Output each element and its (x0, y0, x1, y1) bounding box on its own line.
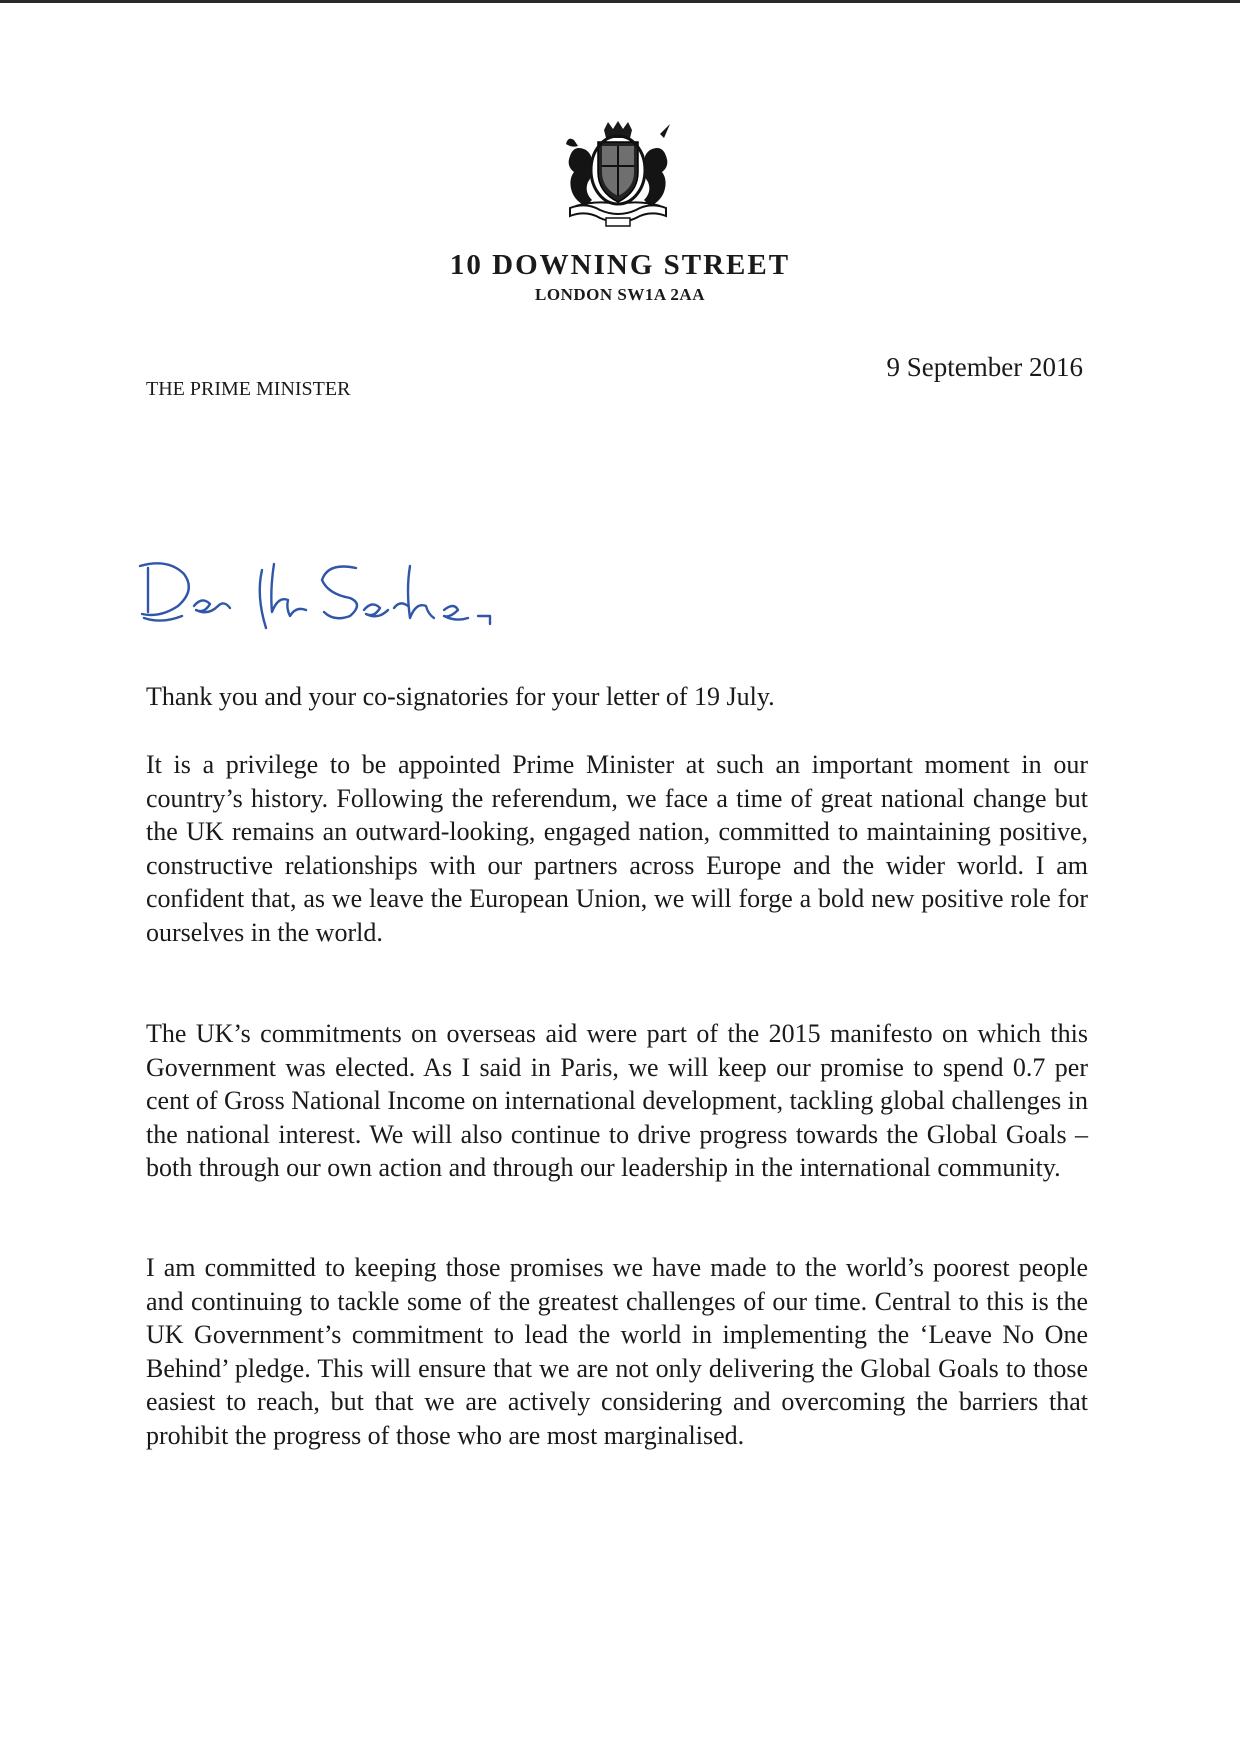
letterhead-city: LONDON SW1A 2AA (535, 285, 705, 304)
royal-coat-of-arms-icon (556, 120, 680, 232)
paragraph-3: The UK’s commitments on overseas aid were part of the 2015 manifesto on which this Government was elected. As I said in Paris, we will keep our promise to spend 0.7 per cent of Gross National Income on international development, tackling global challenges in the national interest. We will also continue to drive progress towards the Global Goals – both through our own action and through our leadership in the international community. (146, 1019, 1088, 1182)
letterhead-street: 10 DOWNING STREET (449, 249, 791, 281)
sender-office: THE PRIME MINISTER (146, 378, 351, 400)
paragraph-4: I am committed to keeping those promises we have made to the world’s poorest people and continuing to tackle some of the greatest challenges of our time. Central to this is the UK Government’s commitment to lead the world in implementing the ‘Leave No One Behind’ pledge. This will ensure that we are not only delivering the Global Goals to those easiest to reach, but that we are actively considering and overcoming the barriers that prohibit the progress of those who are most marginalised. (146, 1253, 1088, 1450)
handwritten-salutation (138, 560, 538, 640)
paragraph-2: It is a privilege to be appointed Prime Minister at such an important moment in our country’s history. Following the referendum, we face a time of great national change but the UK remains an outward-looking, engaged nation, committed to maintaining positive, constructive relationships with our partners across Europe and the wider world. I am confident that, as we leave the European Union, we will forge a bold new positive role for ourselves in the world. (146, 750, 1088, 947)
top-border (0, 0, 1240, 3)
letter-date: 9 September 2016 (886, 352, 1083, 382)
paragraph-1: Thank you and your co-signatories for your letter of 19 July. (146, 682, 775, 711)
